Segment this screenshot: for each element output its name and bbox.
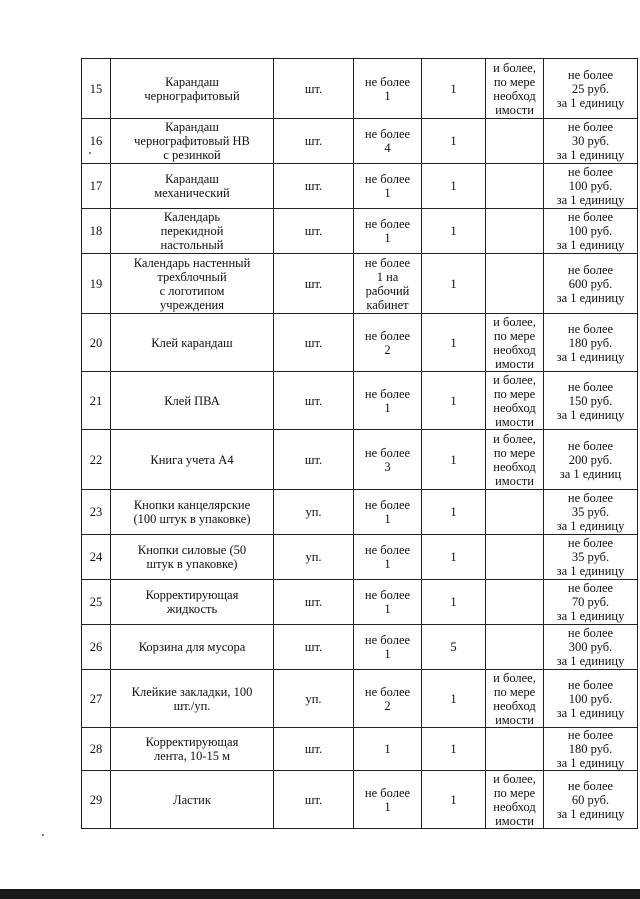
quantity-limit-cell: не более 1: [354, 209, 422, 254]
row-number: 19: [82, 254, 111, 314]
note-cell: и более, по мере необход имости: [486, 771, 544, 829]
item-name: Клей ПВА: [111, 372, 274, 430]
note-cell: [486, 119, 544, 164]
note-cell: [486, 254, 544, 314]
period-cell: 1: [422, 430, 486, 490]
row-number: 17: [82, 164, 111, 209]
period-cell: 1: [422, 59, 486, 119]
table-row: [82, 670, 638, 728]
quantity-limit-cell: не более 2: [354, 670, 422, 728]
note-cell: и более, по мере необход имости: [486, 372, 544, 430]
table-row: [82, 314, 638, 372]
quantity-limit-cell: не более 3: [354, 430, 422, 490]
quantity-limit-cell: 1: [354, 728, 422, 771]
table-body: [82, 59, 638, 829]
unit-cell: шт.: [274, 254, 354, 314]
row-number: 22: [82, 430, 111, 490]
unit-cell: шт.: [274, 372, 354, 430]
unit-cell: шт.: [274, 314, 354, 372]
unit-cell: шт.: [274, 771, 354, 829]
note-cell: и более, по мере необход имости: [486, 59, 544, 119]
unit-cell: уп.: [274, 490, 354, 535]
quantity-limit-cell: не более 1: [354, 580, 422, 625]
quantity-limit-cell: не более 1: [354, 490, 422, 535]
unit-cell: шт.: [274, 119, 354, 164]
price-cell: не более 300 руб. за 1 единицу: [544, 625, 638, 670]
table-row: [82, 580, 638, 625]
table-row: [82, 59, 638, 119]
note-cell: и более, по мере необход имости: [486, 314, 544, 372]
period-cell: 1: [422, 164, 486, 209]
unit-cell: шт.: [274, 625, 354, 670]
price-cell: не более 25 руб. за 1 единицу: [544, 59, 638, 119]
period-cell: 1: [422, 314, 486, 372]
supplies-table: [81, 58, 638, 829]
quantity-limit-cell: не более 1: [354, 372, 422, 430]
table-row: [82, 430, 638, 490]
row-number: 29: [82, 771, 111, 829]
price-cell: не более 200 руб. за 1 единиц: [544, 430, 638, 490]
row-number: 18: [82, 209, 111, 254]
period-cell: 1: [422, 490, 486, 535]
row-number: 20: [82, 314, 111, 372]
scan-edge-bar: [0, 889, 640, 899]
note-cell: [486, 728, 544, 771]
price-cell: не более 180 руб. за 1 единицу: [544, 314, 638, 372]
quantity-limit-cell: не более 1: [354, 164, 422, 209]
item-name: Книга учета А4: [111, 430, 274, 490]
price-cell: не более 35 руб. за 1 единицу: [544, 490, 638, 535]
unit-cell: шт.: [274, 728, 354, 771]
period-cell: 1: [422, 580, 486, 625]
note-cell: [486, 209, 544, 254]
row-number: 15: [82, 59, 111, 119]
table-row: [82, 490, 638, 535]
unit-cell: уп.: [274, 670, 354, 728]
quantity-limit-cell: не более 1 на рабочий кабинет: [354, 254, 422, 314]
price-cell: не более 150 руб. за 1 единицу: [544, 372, 638, 430]
price-cell: не более 30 руб. за 1 единицу: [544, 119, 638, 164]
period-cell: 5: [422, 625, 486, 670]
price-cell: не более 60 руб. за 1 единицу: [544, 771, 638, 829]
item-name: Ластик: [111, 771, 274, 829]
scan-speck: [42, 834, 44, 836]
period-cell: 1: [422, 670, 486, 728]
quantity-limit-cell: не более 2: [354, 314, 422, 372]
quantity-limit-cell: не более 4: [354, 119, 422, 164]
item-name: Календарь перекидной настольный: [111, 209, 274, 254]
table-row: [82, 535, 638, 580]
item-name: Кнопки канцелярские (100 штук в упаковке): [111, 490, 274, 535]
note-cell: и более, по мере необход имости: [486, 430, 544, 490]
table-row: [82, 119, 638, 164]
price-cell: не более 600 руб. за 1 единицу: [544, 254, 638, 314]
unit-cell: шт.: [274, 580, 354, 625]
table-row: [82, 209, 638, 254]
price-cell: не более 100 руб. за 1 единицу: [544, 209, 638, 254]
table-row: [82, 728, 638, 771]
note-cell: [486, 535, 544, 580]
period-cell: 1: [422, 771, 486, 829]
row-number: 23: [82, 490, 111, 535]
item-name: Корректирующая лента, 10-15 м: [111, 728, 274, 771]
note-cell: [486, 490, 544, 535]
item-name: Корректирующая жидкость: [111, 580, 274, 625]
scan-speck: [89, 152, 91, 154]
unit-cell: шт.: [274, 209, 354, 254]
note-cell: [486, 580, 544, 625]
row-number: 26: [82, 625, 111, 670]
period-cell: 1: [422, 254, 486, 314]
row-number: 25: [82, 580, 111, 625]
row-number: 21: [82, 372, 111, 430]
period-cell: 1: [422, 119, 486, 164]
unit-cell: шт.: [274, 430, 354, 490]
item-name: Клейкие закладки, 100 шт./уп.: [111, 670, 274, 728]
period-cell: 1: [422, 728, 486, 771]
price-cell: не более 100 руб. за 1 единицу: [544, 164, 638, 209]
price-cell: не более 35 руб. за 1 единицу: [544, 535, 638, 580]
table-row: [82, 771, 638, 829]
unit-cell: уп.: [274, 535, 354, 580]
period-cell: 1: [422, 209, 486, 254]
price-cell: не более 70 руб. за 1 единицу: [544, 580, 638, 625]
table-row: [82, 372, 638, 430]
row-number: 16: [82, 119, 111, 164]
unit-cell: шт.: [274, 164, 354, 209]
row-number: 28: [82, 728, 111, 771]
item-name: Карандаш механический: [111, 164, 274, 209]
note-cell: [486, 625, 544, 670]
price-cell: не более 100 руб. за 1 единицу: [544, 670, 638, 728]
quantity-limit-cell: не более 1: [354, 771, 422, 829]
table-row: [82, 164, 638, 209]
item-name: Кнопки силовые (50 штук в упаковке): [111, 535, 274, 580]
table-row: [82, 254, 638, 314]
row-number: 27: [82, 670, 111, 728]
table-row: [82, 625, 638, 670]
item-name: Клей карандаш: [111, 314, 274, 372]
quantity-limit-cell: не более 1: [354, 535, 422, 580]
note-cell: [486, 164, 544, 209]
item-name: Карандаш чернографитовый: [111, 59, 274, 119]
price-cell: не более 180 руб. за 1 единицу: [544, 728, 638, 771]
quantity-limit-cell: не более 1: [354, 625, 422, 670]
item-name: Карандаш чернографитовый НВ с резинкой: [111, 119, 274, 164]
period-cell: 1: [422, 535, 486, 580]
row-number: 24: [82, 535, 111, 580]
unit-cell: шт.: [274, 59, 354, 119]
period-cell: 1: [422, 372, 486, 430]
item-name: Корзина для мусора: [111, 625, 274, 670]
item-name: Календарь настенный трехблочный с логотипом учреждения: [111, 254, 274, 314]
note-cell: и более, по мере необход имости: [486, 670, 544, 728]
quantity-limit-cell: не более 1: [354, 59, 422, 119]
